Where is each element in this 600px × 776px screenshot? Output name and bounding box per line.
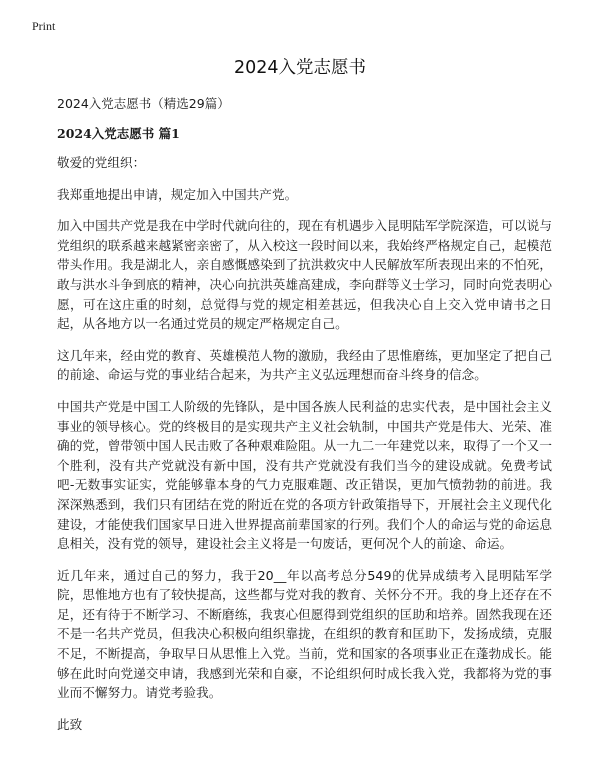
paragraph: 这几年来，经由党的教育、英雄模范人物的激励，我经由了思惟磨练，更加坚定了把自己的前途、命运与党的事业结合起来，为共产主义弘远理想而奋斗终身的信念。	[57, 347, 552, 383]
paragraph: 加入中国共产党是我在中学时代就向往的，现在有机遇步入昆明陆军学院深造，可以说与党组织的联系越来越紧密亲密了，从入校这一段时间以来，我始终严格规定自己，起模范带头作用。我是湖北人，亲自感慨感染到了抗洪救灾中人民解放军所表现出来的不怕死，敢与洪水斗争到底的精神，决心向抗洪英雄高建成，李向群等义士学习，同时向党表明心愿，可在这庄重的时刻，总觉得与党的规定相差甚远，但我决心自上交入党申请书之日起，从各地方以一名通过党员的规定严格规定自己。	[57, 218, 552, 332]
document-body	[57, 95, 552, 746]
greeting: 敬爱的党组织：	[57, 155, 146, 170]
document-title: 2024入党志愿书	[233, 58, 367, 78]
paragraph: 近几年来，通过自己的努力，我于20__年以高考总分549的优异成绩考入昆明陆军学院，思惟地方也有了较快提高，这些都与党对我的教育、关怀分不开。我的身上还存在不足，还有待于不断学习、不断磨练，我衷心但愿得到党组织的匡助和培养。固然我现在还不是一名共产党员，但我决心积极向组织靠拢，在组织的教育和匡助下，发扬成绩，克服不足，不断提高，争取早日从思惟上入党。当前，党和国家的各项事业正在蓬勃成长。能够在此时向党递交申请，我感到光荣和自豪，不论组织何时成长我入党，我都将为党的事业而不懈努力。请党考验我。	[57, 567, 552, 701]
closing: 此致	[57, 716, 83, 732]
document-subtitle: 2024入党志愿书（精选29篇）	[57, 96, 230, 111]
paragraph: 中国共产党是中国工人阶级的先锋队，是中国各族人民利益的忠实代表，是中国社会主义事业的领导核心。党的终极目的是实现共产主义社会轨制，中国共产党是伟大、光荣、准确的党，曾带领中国人民击败了各种艰难险阻。从一九二一年建党以来，取得了一个又一个胜利，没有共产党就没有新中国，没有共产党就没有我们当今的建设成就。免费考试吧-无数事实证实，党能够靠本身的气力克服难题、改正错误，更加气愤勃勃的前进。我深深熟悉到，我们只有团结在党的附近在党的各项方针政策指导下，开展社会主义现代化建设，才能使我们国家早日进入世界提高前辈国家的行列。我们个人的命运与党的命运息息相关，没有党的领导，建设社会主义将是一句废话，更何况个人的前途、命运。	[57, 398, 552, 552]
paragraph: 我郑重地提出申请，规定加入中国共产党。	[57, 186, 298, 202]
section-heading: 2024入党志愿书 篇1	[57, 126, 180, 141]
print-label: Print	[32, 19, 56, 33]
